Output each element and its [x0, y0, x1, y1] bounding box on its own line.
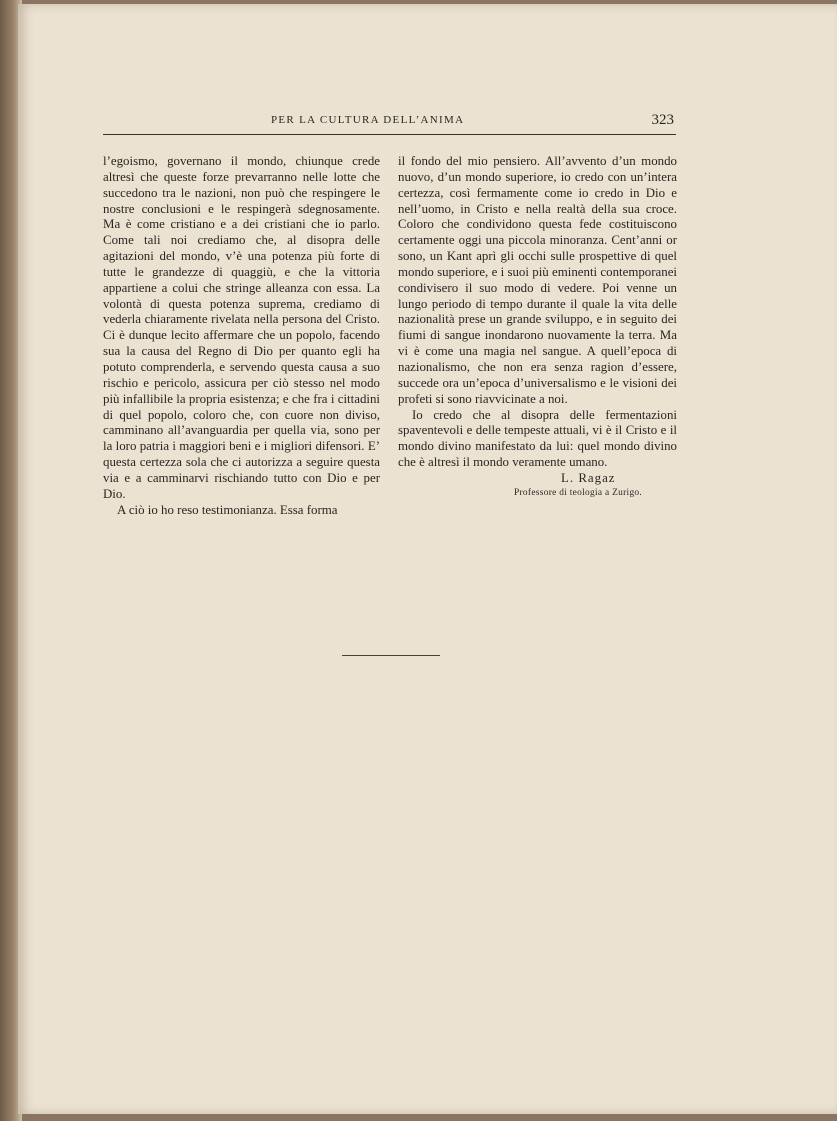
- running-title: PER LA CULTURA DELL’ANIMA: [271, 114, 465, 126]
- paragraph-left-2: A ciò io ho reso testimonianza. Essa forma: [117, 502, 338, 517]
- page-number: 323: [651, 112, 674, 128]
- paragraph-right-1: il fondo del mio pensiero. All’avvento d’un mondo nuovo, d’un mondo superiore, io credo con un’intera certezza, così fermamente come io credo in Dio e nell’uomo, in Cristo e nella realtà della sua croce. Coloro che condividono questa fede costituiscono certamente oggi una piccola minoranza. Cent’anni or sono, un Kant aprì gli occhi sulle prospettive di quel mondo superiore, e i suoi più eminenti contemporanei condivisero il suo modo di vedere. Poi venne un lungo periodo di tempo durante il quale la vita delle nazionalità prese un grande sviluppo, e in seguito dei fiumi di sangue inondarono nuovamente la terra. Ma vi è come una magia nel sangue. A quell’epoca di nazionalismo, che non era senza ragion d’essere, succede ora un’epoca d’universalismo e le visioni dei profeti si sono riavvicinate a noi.: [398, 154, 677, 406]
- author-affiliation: Professore di teologia a Zurigo.: [514, 487, 643, 498]
- header-rule: [103, 134, 676, 135]
- paragraph-left-1: l’egoismo, governano il mondo, chiunque crede altresì che queste forze prevarranno nelle lotte che succedono tra le nazioni, non può che respingere le nostre conclusioni e le respingerà sdegnosamente. Ma è come cristiano e a dei cristiani che io parlo. Come tali noi crediamo che, al disopra delle agitazioni del mondo, v’è una potenza più forte di tutte le grandezze di quaggiù, e che la vittoria appartiene a colui che stringe alleanza con essa. La volontà di questa potenza suprema, crediamo di vederla chiaramente rivelata nella persona del Cristo. Ci è dunque lecito affermare che un popolo, facendo sua la causa del Regno di Dio per quanto egli ha potuto comprenderla, e servendo questa causa a suo rischio e pericolo, assicura per ciò stesso nel modo più infallibile la propria esistenza; e che fra i cittadini di quel popolo, coloro che, con cuore non diviso, camminano all’avanguardia per quella via, sono per la loro patria i maggiori beni e i migliori difensori. E’ questa certezza sola che ci autorizza a seguire questa via e a camminarvi rischiando tutto con Dio e per Dio.: [103, 154, 380, 501]
- running-head: [103, 114, 676, 132]
- text-column-right: [398, 154, 677, 500]
- paragraph-right-2: Io credo che al disopra delle fermentazioni spaventevoli e delle tempeste attuali, vi è il Cristo e il mondo divino manifestato da lui: quel mondo divino che è altresì il mondo veramente umano.: [398, 407, 677, 470]
- text-column-left: [103, 154, 380, 518]
- author-signature: L. Ragaz: [561, 470, 616, 485]
- end-of-article-rule: [342, 655, 440, 656]
